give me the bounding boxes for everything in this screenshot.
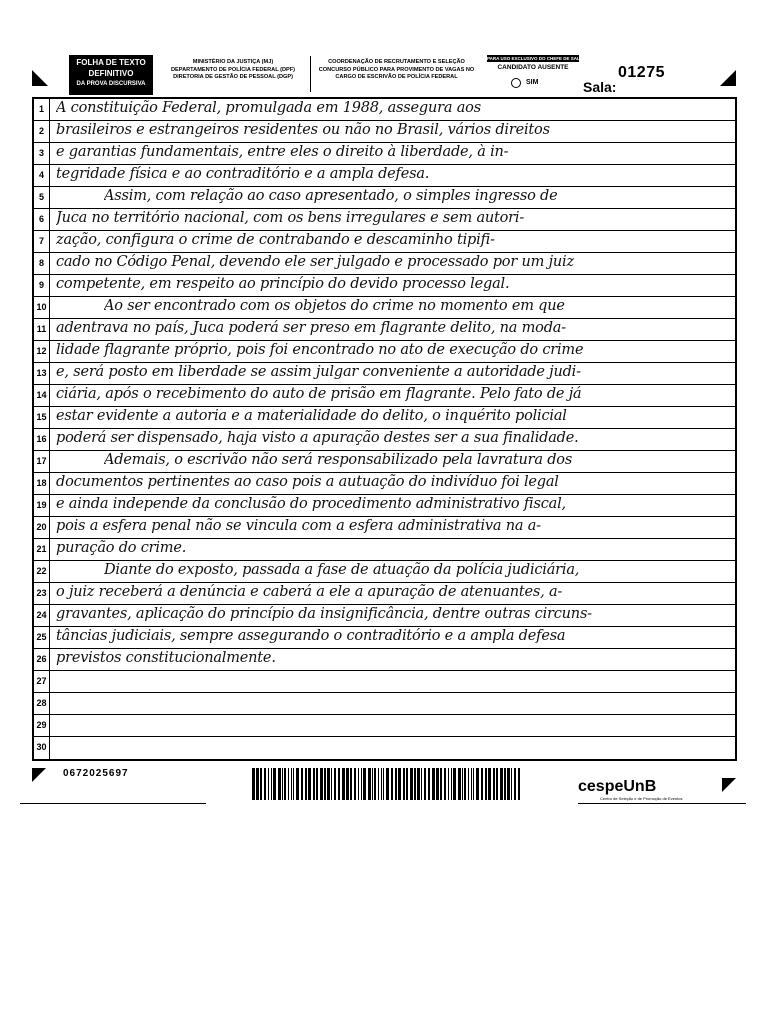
barcode-bar — [346, 768, 349, 800]
barcode-bar — [293, 768, 294, 800]
answer-line — [34, 121, 735, 143]
barcode-bar — [296, 768, 299, 800]
barcode-bar — [444, 768, 446, 800]
line-number: 1 — [38, 104, 44, 114]
sheet-title-box — [69, 55, 153, 95]
barcode-bar — [368, 768, 371, 800]
handwritten-text: Diante do exposto, passada a fase de atuação da polícia judiciária, — [104, 562, 580, 578]
answer-line — [34, 275, 735, 297]
handwritten-text: o juiz receberá a denúncia e caberá a ele a apuração de atenuantes, a- — [56, 584, 563, 600]
line-number: 21 — [36, 544, 47, 554]
coordination-line-2: CONCURSO PÚBLICO PARA PROVIMENTO DE VAGAS NO — [318, 66, 475, 73]
barcode-bar — [504, 768, 506, 800]
barcode-bar — [417, 768, 420, 800]
handwritten-text: e, será posto em liberdade se assim julgar conveniente a autoridade judi- — [56, 364, 581, 380]
barcode-bar — [278, 768, 281, 800]
barcode-bar — [468, 768, 469, 800]
barcode-bar — [361, 768, 362, 800]
cespe-logo-text: cespeUnB — [578, 778, 657, 795]
sheet-title-line-3: DA PROVA DISCURSIVA — [76, 81, 146, 87]
barcode-bar — [448, 768, 449, 800]
barcode-bar — [458, 768, 461, 800]
barcode-bar — [398, 768, 401, 800]
barcode-bar — [481, 768, 483, 800]
answer-line — [34, 693, 735, 715]
answer-line — [34, 231, 735, 253]
coordination-line-1: COORDENAÇÃO DE RECRUTAMENTO E SELEÇÃO — [328, 59, 465, 65]
line-number: 20 — [36, 522, 47, 532]
answer-line — [34, 517, 735, 539]
answer-line — [34, 341, 735, 363]
line-number: 27 — [36, 676, 47, 686]
answer-line — [34, 385, 735, 407]
barcode-bar — [350, 768, 352, 800]
line-number: 6 — [38, 214, 44, 224]
footer-rule-right — [578, 803, 746, 804]
barcode-bar — [363, 768, 366, 800]
line-number: 4 — [38, 170, 44, 180]
candidate-absent-label: CANDIDATO AUSENTE — [497, 64, 569, 71]
barcode-bar — [488, 768, 491, 800]
handwritten-text: Juca no território nacional, com os bens irregulares e sem autori- — [56, 210, 525, 226]
line-number: 8 — [38, 258, 44, 268]
handwritten-text: documentos pertinentes ao caso pois a autuação do indivíduo foi legal — [56, 474, 559, 490]
barcode-bar — [260, 768, 262, 800]
ministry-block — [158, 59, 308, 82]
barcode-bar — [383, 768, 384, 800]
barcode-bar — [391, 768, 393, 800]
barcode-bar — [358, 768, 359, 800]
barcode-bar — [378, 768, 379, 800]
line-number: 24 — [36, 610, 47, 620]
handwritten-text: lidade flagrante próprio, pois foi encontrado no ato de execução do crime — [56, 342, 584, 358]
barcode-bar — [511, 768, 512, 800]
ministry-line-2: DEPARTAMENTO DE POLÍCIA FEDERAL (DPF) — [171, 66, 295, 73]
handwritten-text: Assim, com relação ao caso apresentado, o simples ingresso de — [104, 188, 558, 204]
barcode-bar — [342, 768, 345, 800]
barcode-bar — [421, 768, 422, 800]
barcode-bar — [288, 768, 289, 800]
line-number: 18 — [36, 478, 47, 488]
answer-line — [34, 495, 735, 517]
room-number: 01275 — [618, 64, 665, 81]
cespe-logo-subtitle: Centro de Seleção e de Promoção de Eventos — [600, 796, 683, 801]
barcode-bar — [374, 768, 376, 800]
answer-line — [34, 473, 735, 495]
line-number: 9 — [38, 280, 44, 290]
sheet-code: 0672025697 — [63, 768, 129, 779]
barcode-bar — [331, 768, 332, 800]
answer-line — [34, 649, 735, 671]
barcode-bar — [268, 768, 269, 800]
barcode-bar — [305, 768, 307, 800]
handwritten-text: Ao ser encontrado com os objetos do crime no momento em que — [104, 298, 565, 314]
coordination-block — [309, 59, 484, 82]
handwritten-text: poderá ser dispensado, haja visto a apuração destes ser a sua finalidade. — [56, 430, 579, 446]
handwritten-text: previstos constitucionalmente. — [56, 650, 276, 666]
barcode-bar — [301, 768, 303, 800]
coordination-line-3: CARGO DE ESCRIVÃO DE POLÍCIA FEDERAL — [335, 74, 458, 80]
answer-line — [34, 165, 735, 187]
line-number: 10 — [36, 302, 47, 312]
line-number: 17 — [36, 456, 47, 466]
barcode-bar — [451, 768, 452, 800]
line-number: 15 — [36, 412, 47, 422]
barcode-bar — [320, 768, 323, 800]
barcode-bar — [273, 768, 276, 800]
answer-line — [34, 539, 735, 561]
line-number: 28 — [36, 698, 47, 708]
handwritten-text: pois a esfera penal não se vincula com a esfera administrativa na a- — [56, 518, 541, 534]
answer-line — [34, 407, 735, 429]
barcode-bar — [381, 768, 382, 800]
barcode-bar — [334, 768, 336, 800]
barcode-bar — [284, 768, 286, 800]
answer-line — [34, 143, 735, 165]
barcode-bar — [403, 768, 405, 800]
handwritten-text: zação, configura o crime de contrabando e descaminho tipifi- — [56, 232, 495, 248]
barcode-bar — [473, 768, 474, 800]
line-number: 23 — [36, 588, 47, 598]
barcode-bar — [316, 768, 318, 800]
answer-line — [34, 209, 735, 231]
handwritten-text: cado no Código Penal, devendo ele ser julgado e processado por um juiz — [56, 254, 574, 270]
answer-line — [34, 253, 735, 275]
answer-line — [34, 297, 735, 319]
barcode-bar — [485, 768, 487, 800]
barcode-bar — [291, 768, 292, 800]
answer-line — [34, 671, 735, 693]
corner-mark-bottom-left — [32, 768, 46, 782]
handwritten-text: gravantes, aplicação do princípio da insignificância, dentre outras circuns- — [56, 606, 592, 622]
barcode-bar — [386, 768, 389, 800]
barcode-bar — [308, 768, 311, 800]
answer-line — [34, 319, 735, 341]
line-number: 2 — [38, 126, 44, 136]
barcode-bar — [395, 768, 397, 800]
barcode-bar — [440, 768, 442, 800]
line-number: 5 — [38, 192, 44, 202]
barcode-bar — [424, 768, 426, 800]
corner-mark-top-right — [720, 70, 736, 86]
barcode-bar — [462, 768, 463, 800]
barcode-bar — [514, 768, 516, 800]
handwritten-text: estar evidente a autoria e a materialidade do delito, o inquérito policial — [56, 408, 567, 424]
barcode-bar — [414, 768, 416, 800]
answer-line — [34, 451, 735, 473]
line-number: 25 — [36, 632, 47, 642]
answer-line — [34, 99, 735, 121]
handwritten-text: e garantias fundamentais, entre eles o direito à liberdade, à in- — [56, 144, 509, 160]
answer-line — [34, 583, 735, 605]
barcode-bar — [518, 768, 520, 800]
barcode-bar — [338, 768, 340, 800]
barcode-bar — [282, 768, 283, 800]
barcode-bar — [271, 768, 272, 800]
answer-line — [34, 187, 735, 209]
barcode-bar — [256, 768, 259, 800]
barcode-bar — [264, 768, 266, 800]
answer-line — [34, 363, 735, 385]
line-number: 16 — [36, 434, 47, 444]
room-label: Sala: — [583, 79, 617, 95]
line-number: 19 — [36, 500, 47, 510]
line-number: 12 — [36, 346, 47, 356]
handwritten-text: competente, em respeito ao princípio do devido processo legal. — [56, 276, 510, 292]
barcode-bar — [493, 768, 495, 800]
handwritten-text: Ademais, o escrivão não será responsabilizado pela lavratura dos — [104, 452, 573, 468]
handwritten-text: adentrava no país, Juca poderá ser preso em flagrante delito, na moda- — [56, 320, 566, 336]
handwritten-text: brasileiros e estrangeiros residentes ou não no Brasil, vários direitos — [56, 122, 550, 138]
absent-sim-label: SIM — [526, 79, 539, 86]
handwritten-text: ciária, após o recebimento do auto de prisão em flagrante. Pelo fato de já — [56, 386, 582, 402]
barcode-bar — [313, 768, 315, 800]
barcode-bar — [436, 768, 439, 800]
barcode-bar — [410, 768, 413, 800]
barcode-bar — [471, 768, 472, 800]
line-number: 30 — [36, 742, 47, 752]
barcode-bar — [476, 768, 479, 800]
answer-line — [34, 605, 735, 627]
barcode-bar — [406, 768, 408, 800]
barcode-bar — [496, 768, 498, 800]
answer-line — [34, 715, 735, 737]
line-number: 26 — [36, 654, 47, 664]
barcode-bar — [327, 768, 330, 800]
corner-mark-top-left — [32, 70, 48, 86]
cespe-logo — [578, 778, 683, 801]
ministry-line-3: DIRETORIA DE GESTÃO DE PESSOAL (DGP) — [173, 74, 293, 80]
sheet-title-line-2: DEFINITIVO — [88, 69, 134, 78]
handwritten-text: A constituição Federal, promulgada em 1988, assegura aos — [56, 100, 481, 116]
handwritten-text: tegridade física e ao contraditório e a ampla defesa. — [56, 166, 430, 182]
line-number: 7 — [38, 236, 44, 246]
line-number: 22 — [36, 566, 47, 576]
barcode-bar — [372, 768, 373, 800]
line-number: 29 — [36, 720, 47, 730]
answer-line — [34, 429, 735, 451]
answer-grid — [32, 97, 737, 761]
room-chief-label: PARA USO EXCLUSIVO DO CHEFE DE SALA — [487, 56, 584, 61]
footer-rule-left — [20, 803, 206, 804]
barcode-bar — [507, 768, 510, 800]
barcode-bar — [500, 768, 503, 800]
barcode-bar — [324, 768, 326, 800]
barcode-bar — [453, 768, 456, 800]
barcode-bar — [354, 768, 356, 800]
line-number: 3 — [38, 148, 44, 158]
handwritten-text: tâncias judiciais, sempre assegurando o contraditório e a ampla defesa — [56, 628, 566, 644]
sheet-title-line-1: FOLHA DE TEXTO — [76, 58, 146, 67]
barcode-bar — [464, 768, 466, 800]
line-number: 14 — [36, 390, 47, 400]
answer-line — [34, 627, 735, 649]
barcode-bar — [252, 768, 255, 800]
ministry-line-1: MINISTÉRIO DA JUSTIÇA (MJ) — [192, 59, 274, 65]
absent-checkbox[interactable] — [511, 78, 521, 88]
corner-mark-bottom-right — [722, 778, 736, 792]
barcode-bar — [428, 768, 430, 800]
answer-line — [34, 561, 735, 583]
answer-line — [34, 737, 735, 759]
line-number: 11 — [36, 324, 47, 334]
handwritten-text: puração do crime. — [56, 540, 187, 556]
handwritten-text: e ainda independe da conclusão do procedimento administrativo fiscal, — [56, 496, 566, 512]
barcode — [252, 768, 524, 800]
barcode-bar — [432, 768, 435, 800]
line-number: 13 — [36, 368, 47, 378]
